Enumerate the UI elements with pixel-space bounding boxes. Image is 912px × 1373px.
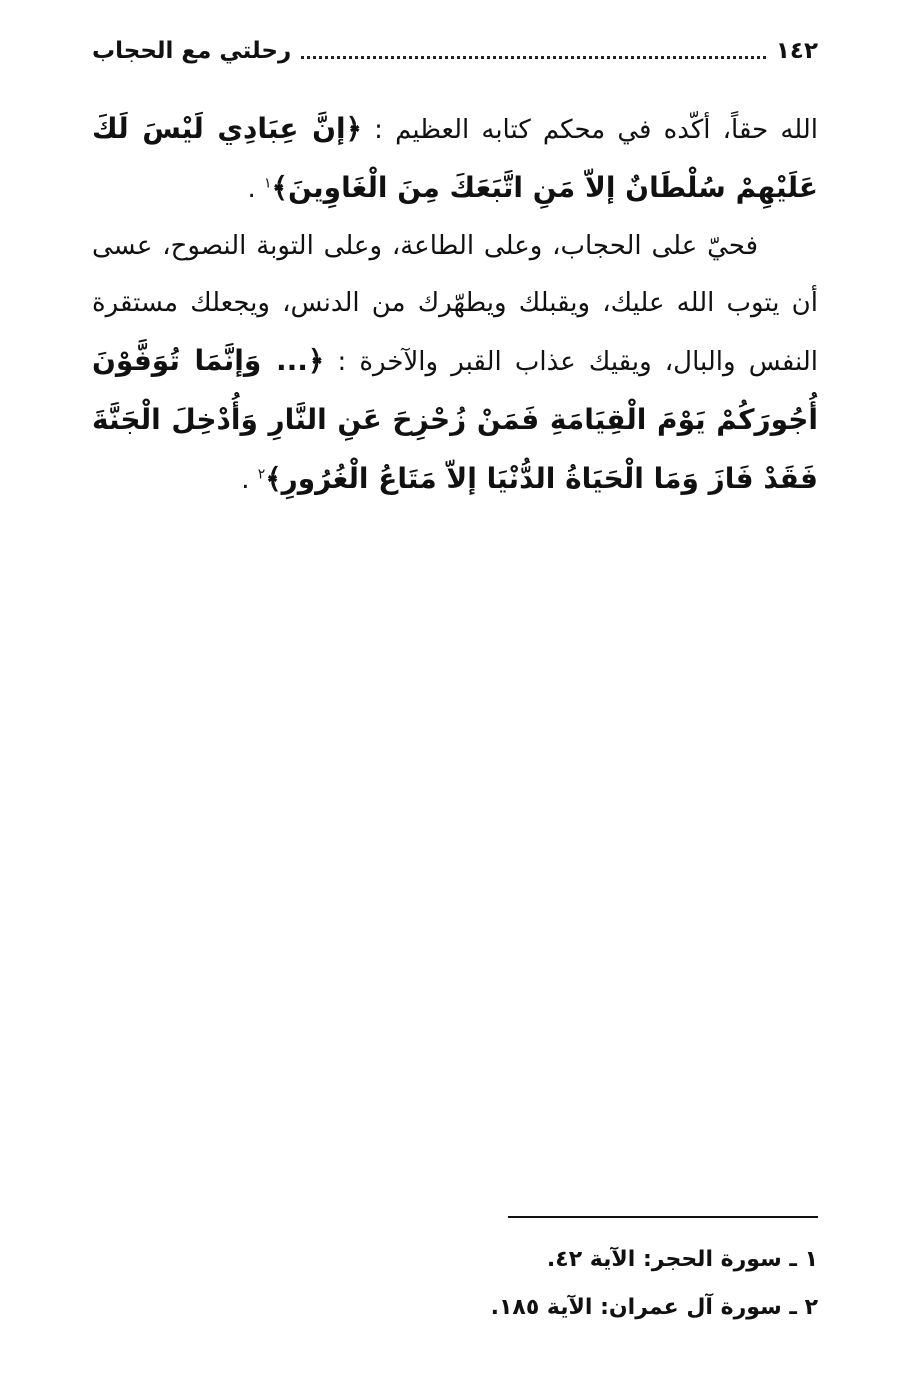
paragraph-2 [92, 218, 818, 509]
footnote-separator [508, 1216, 818, 1218]
footnote-1: ١ ـ سورة الحجر: الآية ٤٢. [546, 1247, 818, 1272]
paragraph-1 [92, 100, 818, 218]
paragraph-2-tail: . [241, 465, 258, 495]
header-dot-leader [301, 56, 766, 59]
page-number: ١٤٢ [775, 38, 818, 64]
footnote-ref-1: ١ [264, 175, 272, 192]
paragraph-1-text: الله حقاً، أكّده في محكم كتابه العظيم : [362, 115, 819, 145]
footnotes [420, 1236, 818, 1332]
footnote-ref-2: ٢ [257, 466, 266, 483]
main-text [92, 100, 818, 509]
running-title: رحلتي مع الحجاب [92, 38, 292, 64]
running-header [92, 30, 818, 72]
quran-quote-2: ﴿... وَإنَّمَا تُوَفَّوْنَ أُجُورَكُمْ يَوْمَ الْقِيَامَةِ فَمَنْ زُحْزِحَ عَنِ النَّارِ وَأُدْخِلَ الْجَنَّةَ فَقَدْ فَازَ وَمَا الْحَيَاةُ الدُّنْيَا إلاّ مَتَاعُ الْغُرُورِ﴾ [92, 344, 818, 495]
footnote-2: ٢ ـ سورة آل عمران: الآية ١٨٥. [490, 1295, 818, 1320]
paragraph-1-tail: . [247, 174, 265, 204]
paragraph-2-text: فحيّ على الحجاب، وعلى الطاعة، وعلى التوبة النصوح، عسى أن يتوب الله عليك، ويقبلك ويطهّرك من الدنس، ويجعلك مستقرة النفس والبال، ويقيك عذاب القبر والآخرة : [92, 231, 819, 377]
quran-quote-1: ﴿إنَّ عِبَادِي لَيْسَ لَكَ عَلَيْهِمْ سُلْطَانٌ إلاّ مَنِ اتَّبَعَكَ مِنَ الْغَاوِينَ﴾ [92, 112, 818, 204]
